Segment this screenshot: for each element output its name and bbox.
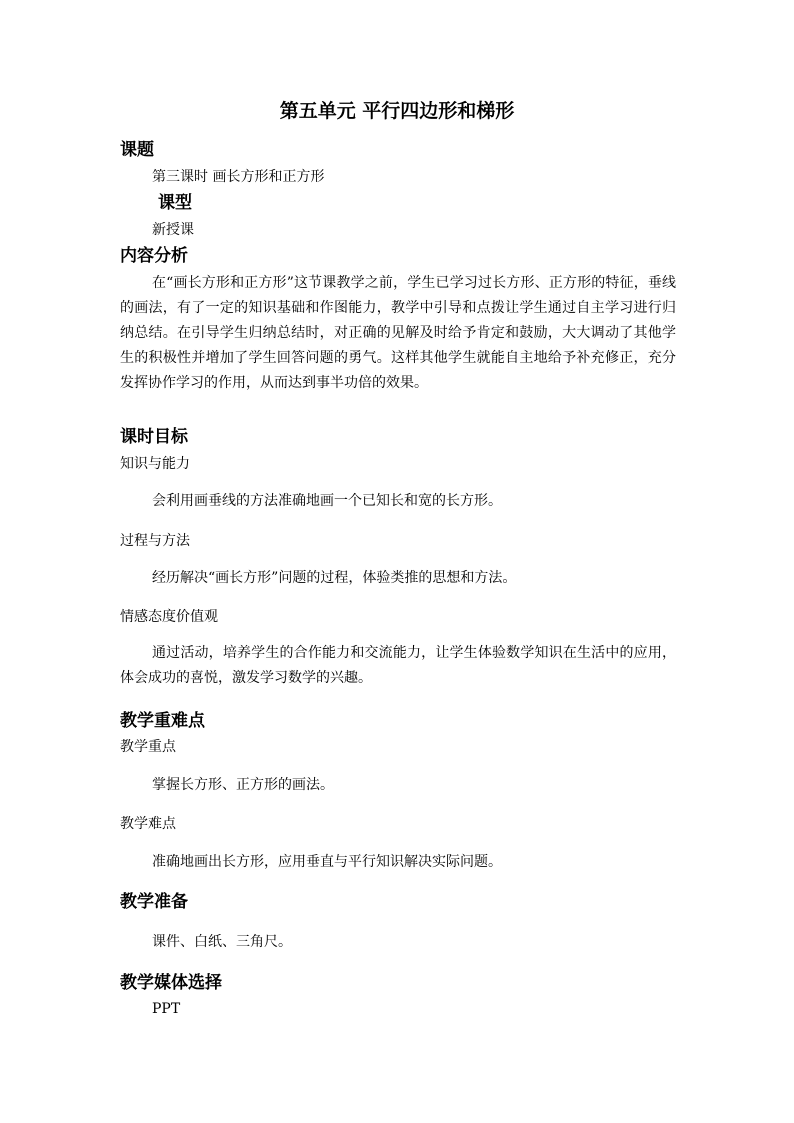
media-heading: 教学媒体选择 (120, 973, 222, 993)
emotion-text: 通过活动，培养学生的合作能力和交流能力，让学生体验数学知识在生活中的应用，体会成功的喜悦，激发学习数学的兴趣。 (120, 645, 676, 686)
process-label: 过程与方法 (120, 533, 190, 549)
content-analysis-text: 在“画长方形和正方形”这节课教学之前，学生已学习过长方形、正方形的特征，垂线的画法，有了一定的知识基础和作图能力，教学中引导和点拨让学生通过自主学习进行归纳总结。在引导学生归纳总结时，对正确的见解及时给予肯定和鼓励，大大调动了其他学生的积极性并增加了学生回答问题的勇气。这样其他学生就能自主地给予补充修正，充分发挥协作学习的作用，从而达到事半功倍的效果。 (120, 275, 676, 391)
key-point-label: 教学重点 (120, 739, 176, 755)
process-text: 经历解决“画长方形”问题的过程，体验类推的思想和方法。 (152, 570, 517, 586)
topic-heading: 课题 (120, 140, 154, 160)
key-point-text: 掌握长方形、正方形的画法。 (152, 777, 334, 793)
difficult-point-label: 教学难点 (120, 816, 176, 832)
lesson-type-heading: 课型 (158, 193, 192, 213)
topic-text: 第三课时 画长方形和正方形 (152, 169, 325, 185)
media-text: PPT (152, 1001, 181, 1017)
preparation-heading: 教学准备 (120, 892, 188, 912)
difficult-point-text: 准确地画出长方形，应用垂直与平行知识解决实际问题。 (152, 854, 502, 870)
key-points-heading: 教学重难点 (120, 711, 205, 731)
document-title: 第五单元 平行四边形和梯形 (279, 100, 515, 122)
lesson-type-text: 新授课 (152, 222, 194, 238)
knowledge-label: 知识与能力 (120, 456, 190, 472)
emotion-label: 情感态度价值观 (120, 609, 218, 625)
knowledge-text: 会利用画垂线的方法准确地画一个已知长和宽的长方形。 (152, 493, 502, 509)
preparation-text: 课件、白纸、三角尺。 (152, 934, 292, 950)
objectives-heading: 课时目标 (120, 427, 188, 447)
content-analysis-heading: 内容分析 (120, 246, 188, 266)
